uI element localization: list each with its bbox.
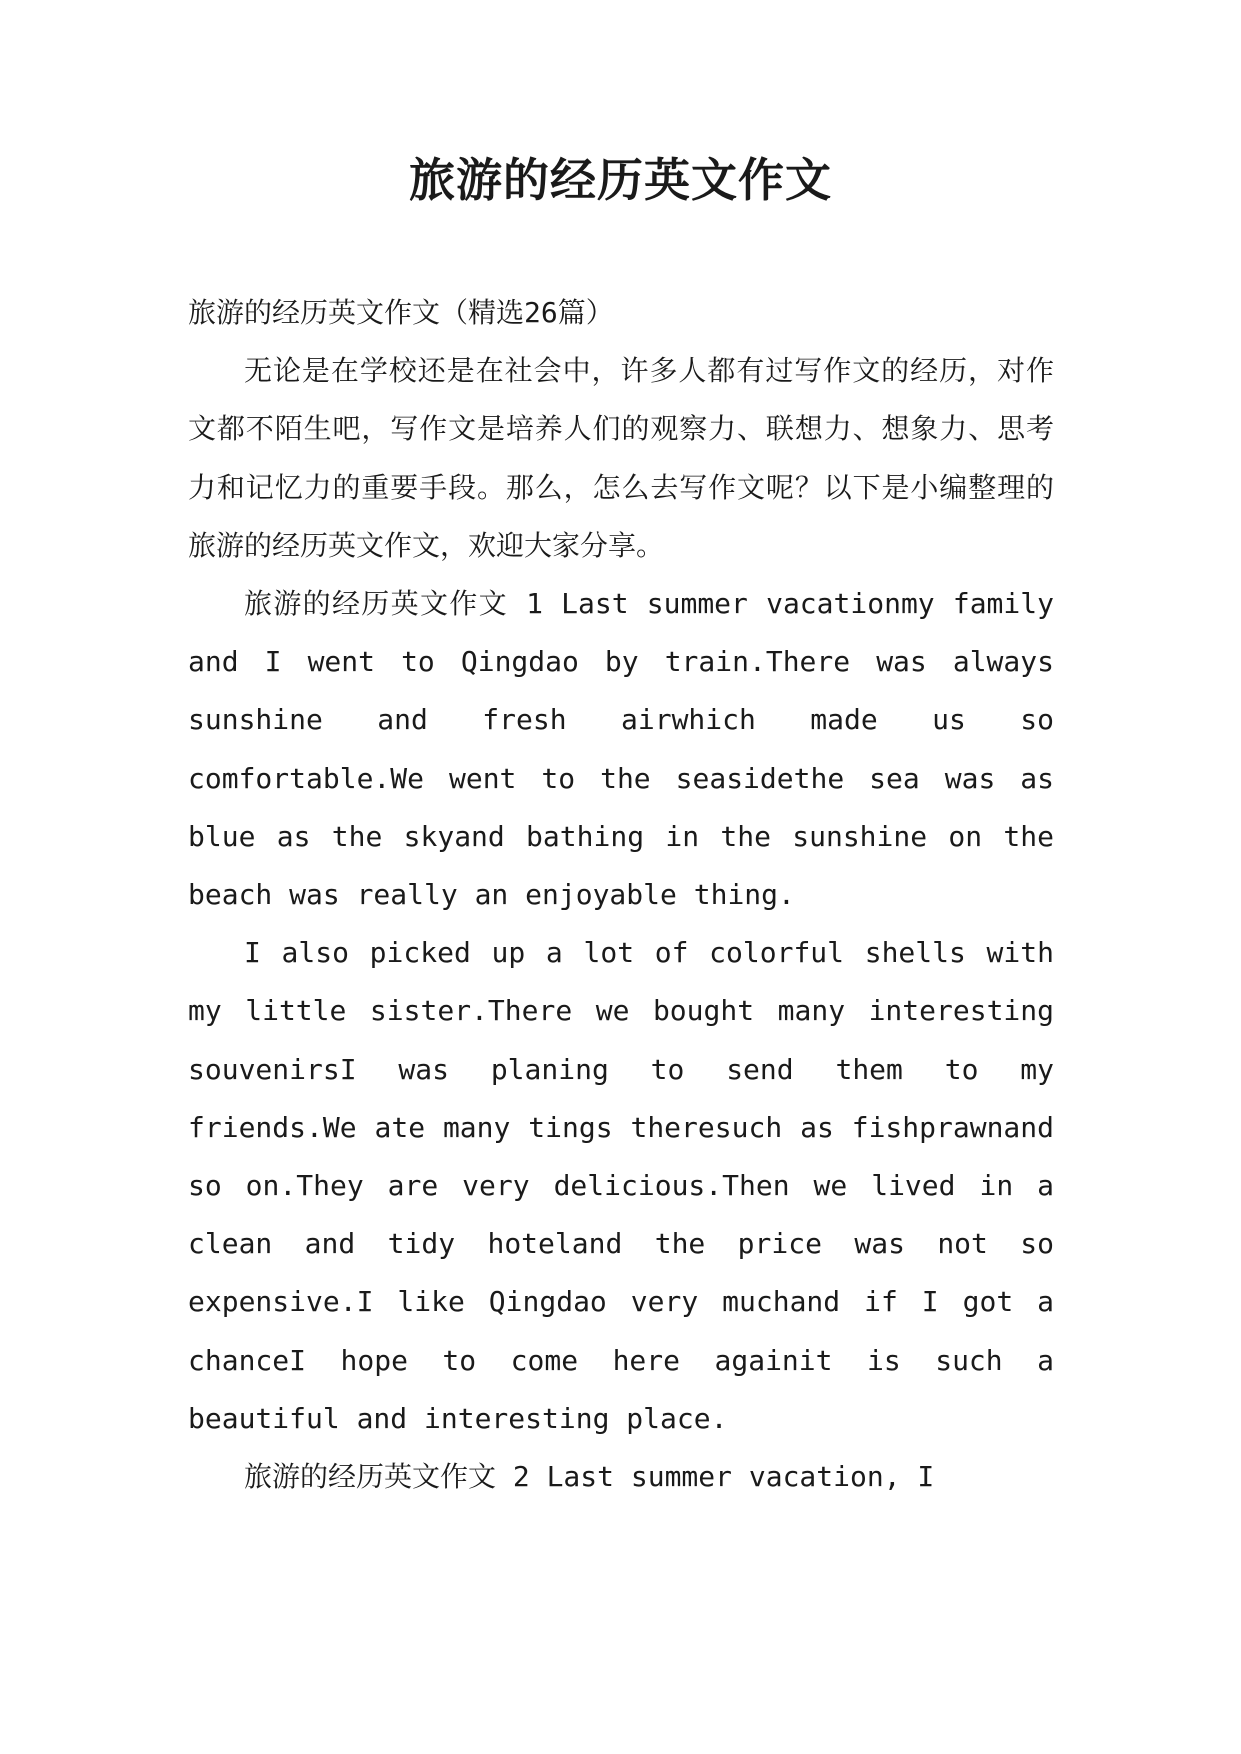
subtitle-paragraph: 旅游的经历英文作文（精选26篇） xyxy=(188,296,614,329)
essay-1-paragraph-1: 旅游的经历英文作文 1 Last summer vacationmy family and I went to Qingdao by train.There was always sunshine and fresh airwhich made us so comfortable.We went to the seasidethe sea was as blue as the skyand bathing in the sunshine on the beach was really an enjoyable thing. xyxy=(188,587,1054,912)
intro-paragraph: 无论是在学校还是在社会中，许多人都有过写作文的经历，对作文都不陌生吧，写作文是培养人们的观察力、联想力、想象力、思考力和记忆力的重要手段。那么，怎么去写作文呢？以下是小编整理的旅游的经历英文作文，欢迎大家分享。 xyxy=(188,354,1054,562)
document-title: 旅游的经历英文作文 xyxy=(409,153,832,207)
document-body xyxy=(188,284,1054,1506)
essay-2-paragraph-1: 旅游的经历英文作文 2 Last summer vacation, I xyxy=(244,1460,935,1494)
essay-1-paragraph-2: I also picked up a lot of colorful shells with my little sister.There we bought many interesting souvenirsI was planing to send them to my friends.We ate many tings theresuch as fishprawnand so on.They are very delicious.Then we lived in a clean and tidy hoteland the price was not so expensive.I like Qingdao very muchand if I got a chanceI hope to come here againit is such a beautiful and interesting place. xyxy=(188,936,1054,1435)
